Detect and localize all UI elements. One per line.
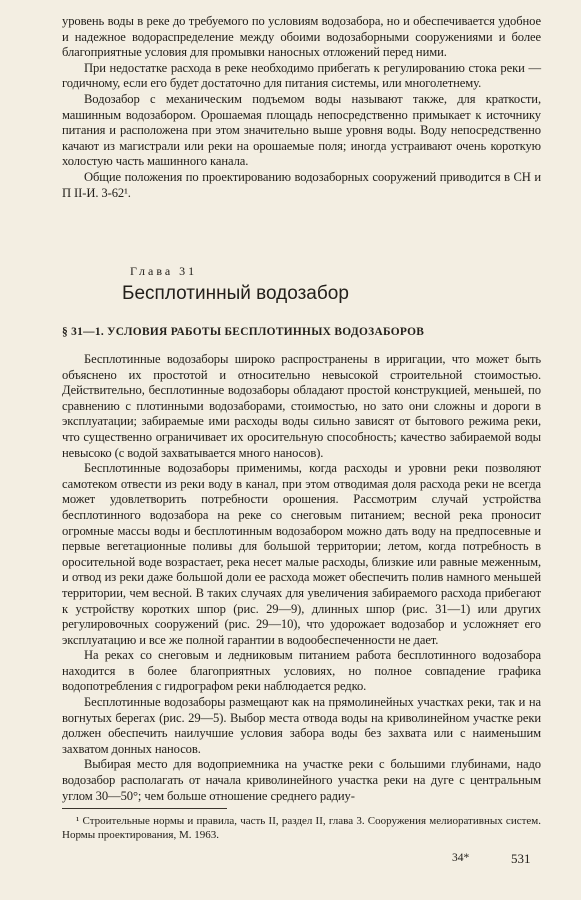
paragraph: При недостатке расхода в реке необходимо прибегать к регулированию стока реки — годичному, если его будет достаточно для питания системы, или многолетнему. [62,60,541,91]
footnote-divider [62,808,227,809]
paragraph: уровень воды в реке до требуемого по условиям водозабора, но и обеспечивается удобное и надежное водораспределение между обоими водозаборными сооружениями и более благоприятные условия для промывки наносных отложений перед ними. [62,14,541,60]
section-heading: § 31—1. УСЛОВИЯ РАБОТЫ БЕСПЛОТИННЫХ ВОДОЗАБОРОВ [62,326,425,338]
body-text-block [62,352,541,804]
paragraph: Бесплотинные водозаборы применимы, когда расходы и уровни реки позволяют самотеком отвести из реки воду в канал, при этом отводимая доля расхода реки не всегда может удовлетворить потребности орошения. Рассмотрим случай устройства бесплотинного водозабора на реке со снеговым питанием; весной река проносит огромные массы воды и бесплотинным водозабором можно дать воду на предпосевные и первые вегетационные поливы для большой территории; летом, когда потребность в оросительной воде возрастает, река несет малые расходы, близкие или равные меженным, и отвод из реки даже большой доли ее расхода может обеспечить полив намного меньшей территории, чем весной. В таких случаях для увеличения забираемого расхода прибегают к устройству коротких шпор (рис. 29—9), длинных шпор (рис. 31—1) или других регулировочных сооружений (рис. 29—10), что удорожает водозабор и усложняет его эксплуатацию и все же полной гарантии в водообеспеченности не дает. [62,461,541,647]
page-number: 531 [511,851,531,866]
paragraph: Выбирая место для водоприемника на участке реки с большими глубинами, надо водозабор располагать от начала криволинейного участка реки на дуге с центральным углом 30—50°; чем больше отношение среднего радиу- [62,757,541,803]
paragraph: На реках со снеговым и ледниковым питанием работа бесплотинного водозабора находится в более благоприятных условиях, но полное совпадение графика водопотребления с гидрографом реки наблюдается редко. [62,648,541,694]
paragraph: Бесплотинные водозаборы размещают как на прямолинейных участках реки, так и на вогнутых берегах (рис. 29—5). Выбор места отвода воды на криволинейном участке реки должен обеспечить наилучшие условия забора воды без захвата или с наименьшим захватом донных наносов. [62,695,541,756]
chapter-title: Бесплотинный водозабор [122,283,349,304]
paragraph: Бесплотинные водозаборы широко распространены в ирригации, что может быть объяснено их простотой и относительно невысокой строительной стоимостью. Действительно, бесплотинные водозаборы обладают простой конструкцией, меньшей, по сравнению с плотинными водозаборами, стоимостью, но зато они сложны и дороги в эксплуатации; забираемые ими расходы воды сильно зависят от бытового режима реки, что существенно ограничивает их оросительную способность; качество забираемой воды невысоко (с водой захватывается много наносов). [62,352,541,460]
paragraph: Общие положения по проектированию водозаборных сооружений приводится в СН и П II-И. 3-62¹. [62,169,541,200]
footnote: ¹ Строительные нормы и правила, часть II, раздел II, глава 3. Сооружения мелиоративных систем. Нормы проектирования, М. 1963. [62,815,541,841]
top-text-block [62,14,541,201]
signature-mark: 34* [452,852,470,864]
paragraph: Водозабор с механическим подъемом воды называют также, для краткости, машинным водозабором. Орошаемая площадь непосредственно примыкает к источнику питания и расположена при этом значительно выше уровня воды. Воду непосредственно качают из магистрали или реки на орошаемые поля; иногда устраивают очень короткую холостую часть машинного канала. [62,91,541,169]
chapter-label: Глава 31 [130,264,198,278]
